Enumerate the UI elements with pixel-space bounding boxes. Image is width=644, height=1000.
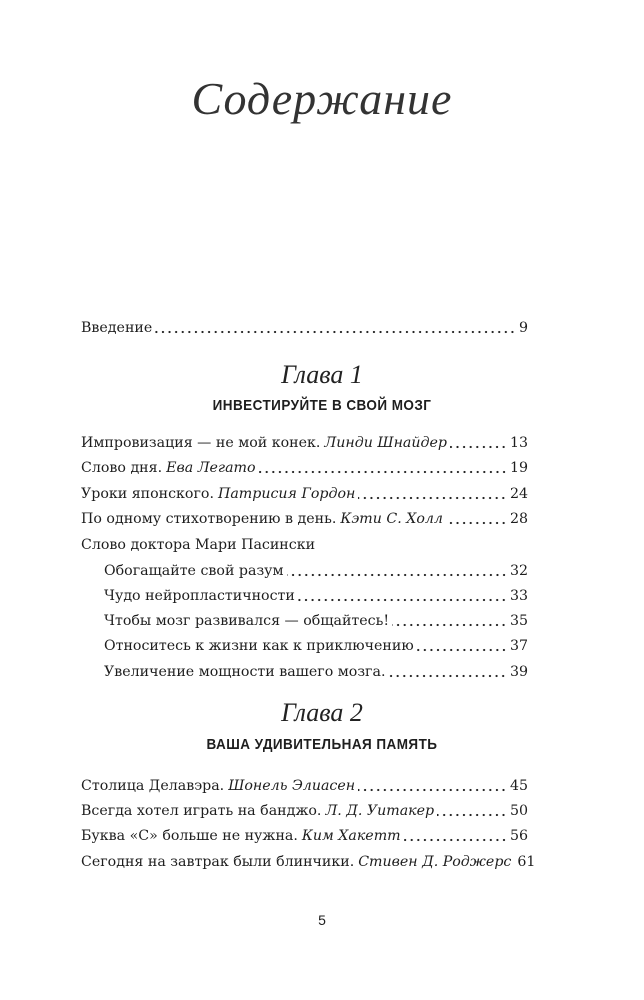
entry-title: Столица Делавэра. (81, 778, 225, 794)
entry-title: Всегда хотел играть на банджо. (81, 803, 322, 819)
dot-leader (392, 621, 507, 627)
toc-subentry[interactable] (104, 585, 528, 607)
entry-title: Сегодня на завтрак были блинчики. (81, 854, 355, 870)
page-title: Содержание (191, 73, 453, 124)
toc-subentry[interactable] (104, 560, 528, 582)
entry-page: 37 (509, 638, 528, 654)
entry-page: 61 (517, 854, 536, 870)
entry-title: Буква «С» больше не нужна. (81, 828, 298, 844)
toc-entry[interactable] (81, 483, 528, 505)
entry-author: Л. Д. Уитакер (325, 803, 435, 819)
entry-page: 24 (509, 486, 528, 502)
toc-entry[interactable] (81, 775, 528, 797)
dot-leader (437, 811, 507, 817)
entry-title: По одному стихотворению в день. (81, 511, 337, 527)
entry-page: 50 (509, 803, 528, 819)
page-number: 5 (318, 912, 326, 928)
dot-leader (450, 443, 507, 449)
dot-leader (358, 494, 507, 500)
dot-leader (358, 786, 507, 792)
entry-author: Линди Шнайдер (324, 435, 447, 451)
toc-entry[interactable] (81, 825, 528, 847)
entry-title: Относитесь к жизни как к приключению (104, 638, 414, 654)
chapter-label: Глава 2 (281, 698, 363, 727)
dot-leader (417, 646, 507, 652)
toc-entry[interactable] (81, 457, 528, 479)
toc-entry[interactable] (81, 800, 528, 822)
toc-subentry[interactable] (104, 661, 528, 683)
dot-leader (388, 672, 506, 678)
dot-leader (287, 571, 507, 577)
entry-title: Введение (81, 320, 153, 336)
entry-title: Слово дня. (81, 460, 163, 476)
entry-author: Ким Хакетт (301, 828, 401, 844)
entry-title: Уроки японского. (81, 486, 214, 502)
chapter-heading: ВАША УДИВИТЕЛЬНАЯ ПАМЯТЬ (206, 736, 438, 753)
entry-page: 35 (509, 613, 528, 629)
entry-author: Ева Легато (166, 460, 256, 476)
toc-entry[interactable] (81, 508, 528, 530)
entry-title: Обогащайте свой разум (104, 563, 284, 579)
entry-page: 32 (509, 563, 528, 579)
toc-subentry[interactable] (104, 635, 528, 657)
entry-page: 28 (509, 511, 528, 527)
entry-title: Чудо нейропластичности (104, 588, 295, 604)
entry-title: Слово доктора Мари Пасински (81, 537, 316, 553)
toc-subentry[interactable] (104, 610, 528, 632)
entry-author: Патрисия Гордон (217, 486, 356, 502)
chapter-label: Глава 1 (281, 360, 363, 389)
toc-entry[interactable] (81, 432, 528, 454)
dot-leader (446, 519, 507, 525)
dot-leader (298, 596, 507, 602)
entry-title: Импровизация — не мой конек. (81, 435, 321, 451)
entry-title: Чтобы мозг развивался — общайтесь! (104, 613, 390, 629)
entry-author: Кэти С. Холл (340, 511, 443, 527)
entry-page: 45 (509, 778, 528, 794)
entry-page: 9 (518, 320, 528, 336)
toc-entry[interactable] (81, 851, 536, 873)
entry-title: Увеличение мощности вашего мозга. (104, 664, 386, 680)
entry-author: Стивен Д. Роджерс (358, 854, 512, 870)
chapter-heading: ИНВЕСТИРУЙТЕ В СВОЙ МОЗГ (212, 397, 432, 414)
entry-page: 13 (509, 435, 528, 451)
entry-page: 19 (509, 460, 528, 476)
entry-author: Шонель Элиасен (228, 778, 356, 794)
toc-section-heading (81, 534, 528, 556)
entry-page: 56 (509, 828, 528, 844)
dot-leader (259, 468, 507, 474)
entry-page: 39 (509, 664, 528, 680)
dot-leader (155, 328, 516, 334)
entry-page: 33 (509, 588, 528, 604)
dot-leader (404, 836, 507, 842)
toc-entry-intro[interactable] (81, 317, 528, 339)
